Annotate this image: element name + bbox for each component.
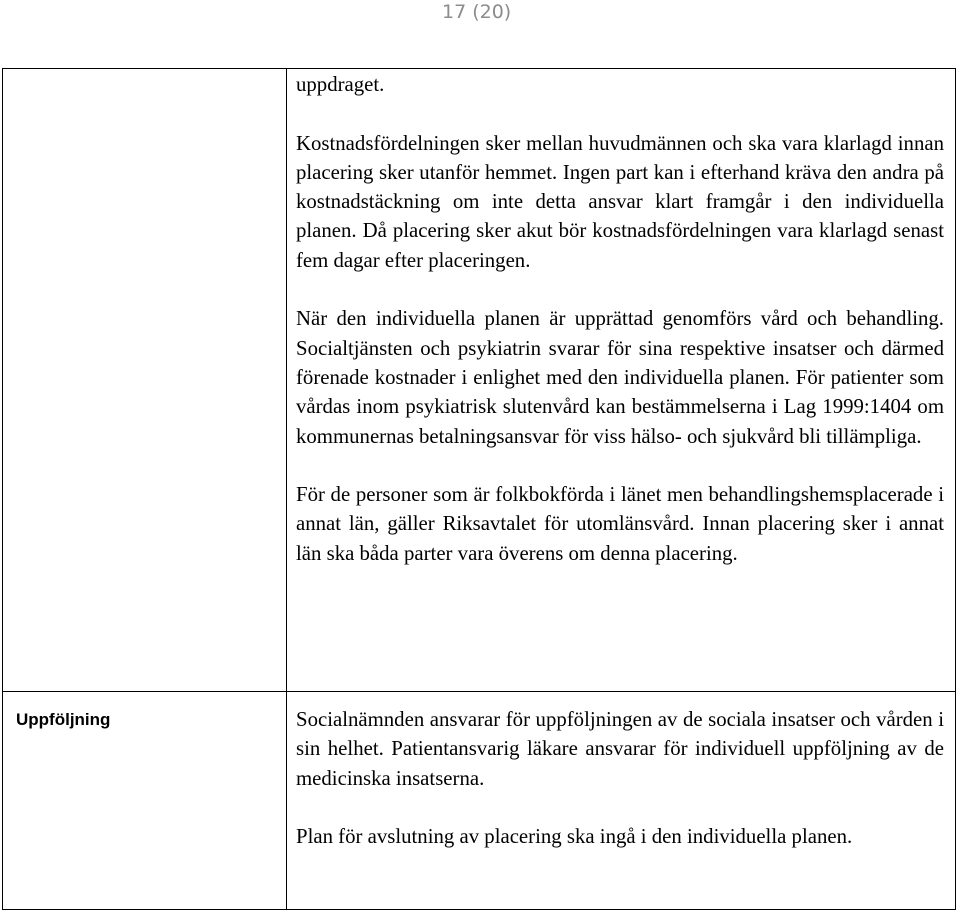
paragraph: Plan för avslutning av placering ska ingå i den individuella planen. — [296, 825, 853, 849]
paragraph: uppdraget. — [296, 73, 385, 96]
paragraph: När den individuella planen är upprättad genomförs vård och behandling. Socialtjänsten och psykiatrin svarar för sina respektive insatser och därmed förenade kostnader i enlighet med den individuella planen. För patienter som vårdas inom psykiatrisk slutenvård kan bestämmelserna i Lag 1999:1404 om kommunernas betalningsansvar för viss hälso- och sjukvård bli tillämpliga. — [296, 307, 944, 448]
page-number: 17 (20) — [442, 1, 512, 23]
paragraph: För de personer som är folkbokförda i länet men behandlingshemsplacerade i annat län, gäller Riksavtalet för utomlänsvård. Innan placering sker i annat län ska båda parter vara överens om denna placering. — [296, 483, 944, 565]
row-2-content-cell — [296, 705, 944, 851]
row-label-uppfoljning: Uppföljning — [16, 710, 111, 729]
row-divider — [3, 691, 955, 692]
paragraph: Socialnämnden ansvarar för uppföljningen av de sociala insatser och vården i sin helhet. Patientansvarig läkare ansvarar för individuell uppföljning av de medicinska insatserna. — [296, 708, 944, 790]
paragraph: Kostnadsfördelningen sker mellan huvudmännen och ska vara klarlagd innan placering sker utanför hemmet. Ingen part kan i efterhand kräva den andra på kostnadstäckning om inte detta ansvar klart framgår i den individuella planen. Då placering sker akut bör kostnadsfördelningen vara klarlagd senast fem dagar efter placeringen. — [296, 131, 944, 272]
row-1-content-cell — [296, 70, 944, 568]
column-divider — [286, 69, 287, 909]
